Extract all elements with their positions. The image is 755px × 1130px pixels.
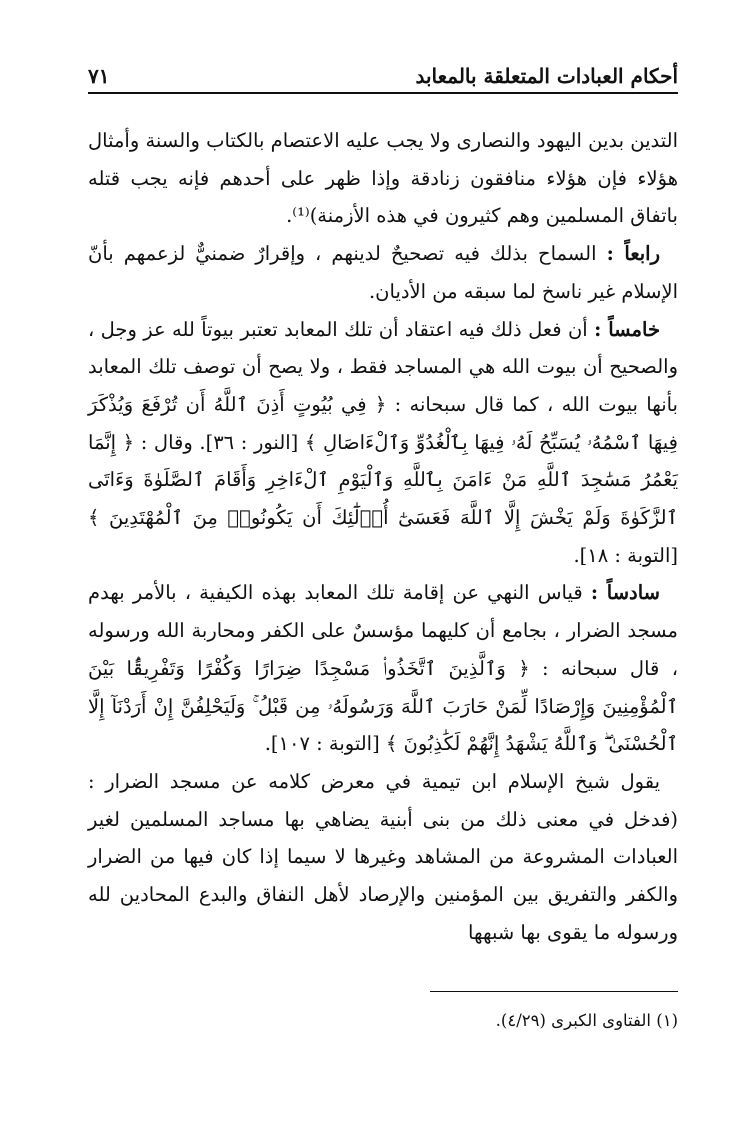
paragraph-fourth (88, 235, 678, 310)
footnote: (١) الفتاوى الكبرى (٤/٢٩). (495, 1011, 678, 1031)
paragraph-text: السماح بذلك فيه تصحيحٌ لدينهم ، وإقرارٌ ضمنيٌّ لزعمهم بأنّ الإسلام غير ناسخ لما سبقه من الأديان. (88, 242, 678, 303)
paragraph-text: قياس النهي عن إقامة تلك المعابد بهذه الكيفية ، بالأمر بهدم مسجد الضرار ، بجامع أن كليهما مؤسسٌ على الكفر ومحاربة الله ورسوله ، قال سبحانه : ﴿ وَٱلَّذِينَ ٱتَّخَذُوا۟ مَسْجِدًا ضِرَارًا وَكُفْرًا وَتَفْرِيقًۢا بَيْنَ ٱلْمُؤْمِنِينَ وَإِرْصَادًا لِّمَنْ حَارَبَ ٱللَّهَ وَرَسُولَهُۥ مِن قَبْلُ ۚ وَلَيَحْلِفُنَّ إِنْ أَرَدْنَآ إِلَّا ٱلْحُسْنَىٰ ۖ وَٱللَّهُ يَشْهَدُ إِنَّهُمْ لَكَٰذِبُونَ ﴾ [التوبة : ١٠٧]. (88, 581, 678, 756)
paragraph-continuation (88, 122, 678, 235)
paragraph-sixth (88, 574, 678, 763)
book-page (88, 48, 678, 1108)
page-number: ٧١ (88, 64, 110, 88)
point-label: سادساً : (590, 581, 661, 605)
point-label: خامساً : (594, 317, 660, 341)
paragraph-text: أن فعل ذلك فيه اعتقاد أن تلك المعابد تعتبر بيوتاً لله عز وجل ، والصحيح أن بيوت الله هي المساجد فقط ، ولا يصح أن توصف تلك المعابد بأنها بيوت الله ، كما قال سبحانه : ﴿ فِي بُيُوتٍ أَذِنَ ٱللَّهُ أَن تُرْفَعَ وَيُذْكَرَ فِيهَا ٱسْمُهُۥ يُسَبِّحُ لَهُۥ فِيهَا بِٱلْغُدُوِّ وَٱلْءَاصَالِ ﴾ [النور : ٣٦]. وقال : ﴿ إِنَّمَا يَعْمُرُ مَسَٰجِدَ ٱللَّهِ مَنْ ءَامَنَ بِٱللَّهِ وَٱلْيَوْمِ ٱلْءَاخِرِ وَأَقَامَ ٱلصَّلَوٰةَ وَءَاتَى ٱلزَّكَوٰةَ وَلَمْ يَخْشَ إِلَّا ٱللَّهَ فَعَسَىٰٓ أُو۟لَٰٓئِكَ أَن يَكُونُوا۟ مِنَ ٱلْمُهْتَدِينَ ﴾ [التوبة : ١٨]. (88, 317, 678, 567)
paragraph-text: التدين بدين اليهود والنصارى ولا يجب عليه الاعتصام بالكتاب والسنة وأمثال هؤلاء فإن هؤلاء منافقون زنادقة وإذا ظهر على أحدهم فإنه يجب قتله باتفاق المسلمين وهم كثيرون في هذه الأزمنة)⁽¹⁾. (87, 129, 678, 228)
running-title: أحكام العبادات المتعلقة بالمعابد (415, 64, 678, 88)
page-header (88, 48, 678, 94)
paragraph-fifth (88, 311, 678, 575)
paragraph-quote (88, 763, 678, 952)
page-body (88, 122, 678, 951)
paragraph-text: يقول شيخ الإسلام ابن تيمية في معرض كلامه عن مسجد الضرار : (فدخل في معنى ذلك من بنى أبنية يضاهي بها مساجد المسلمين لغير العبادات المشروعة من المشاهد وغيرها لا سيما إذا كان فيها من الضرار والكفر والتفريق بين المؤمنين والإرصاد لأهل النفاق والبدع المحادين لله ورسوله ما يقوى بها شبهها (88, 769, 678, 944)
point-label: رابعاً : (606, 242, 660, 266)
footnote-separator (430, 991, 678, 992)
